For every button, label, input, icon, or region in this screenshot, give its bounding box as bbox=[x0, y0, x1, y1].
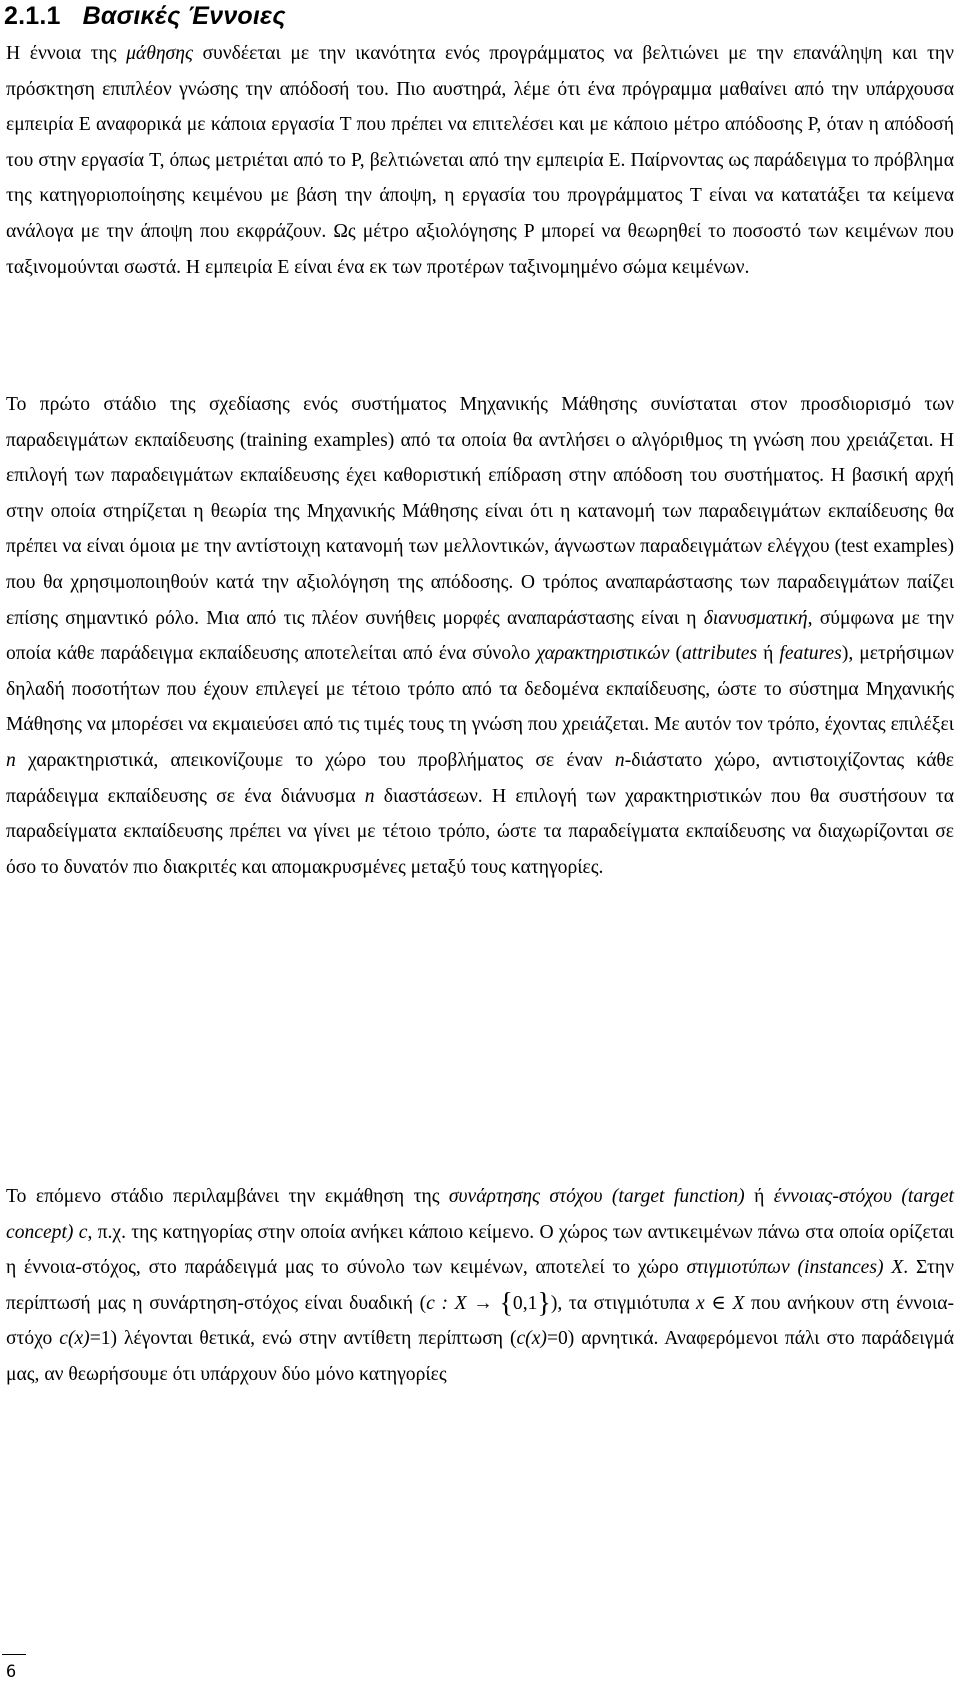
term-instances: στιγμιοτύπων (instances) X bbox=[686, 1257, 904, 1279]
text-run: -διάστατο χώρο, αντιστοιχίζοντας κάθε παράδειγμα εκπαίδευσης σε ένα διάνυσμα bbox=[6, 749, 955, 807]
term-characteristics: χαρακτηριστικών bbox=[536, 643, 670, 665]
section-title: Βασικές Έννοιες bbox=[82, 2, 286, 30]
text-run: . Στην περίπτωσή μας η συνάρτηση-στόχος είναι δυαδική ( bbox=[6, 1257, 955, 1314]
text-run: συνδέεται με την ικανότητα ενός προγράμματος να βελτιώνει με την επανάληψη και την πρόσκτηση επιπλέον γνώσης την απόδοσή του. Πιο αυστηρά, λέμε ότι ένα πρόγραμμα μαθαίνει από την υπάρχουσα εμπειρία E αναφορικά με κάποια εργασία T που πρέπει να επιτελέσει και με κάποιο μέτρο απόδοσης P, όταν η απόδοσή του στην εργασία T, όπως μετριέται από το P, βελτιώνεται από την εμπειρία E. Παίρνοντας ως παράδειγμα το πρόβλημα της κατηγοριοποίησης κειμένου με βάση την άποψη, η εργασία του προγράμματος T είναι να κατατάξει τα κείμενα ανάλογα με την άποψη που εκφράζουν. Ως μέτρο αξιολόγησης P μπορεί να θεωρηθεί το ποσοστό των κειμένων που ταξινομούνται σωστά. Η εμπειρία E είναι ένα εκ των προτέρων ταξινομημένο σώμα κειμένων. bbox=[6, 43, 954, 278]
term-target-function: συνάρτησης στόχου (target function) bbox=[448, 1186, 745, 1207]
math-n: n bbox=[614, 749, 625, 771]
math-n: n bbox=[364, 785, 375, 807]
text-run: =0) αρνητικά. Αναφερόμενοι πάλι στο παράδειγμά μας, αν θεωρήσουμε ότι υπάρχουν δύο μόνο κατηγορίες bbox=[6, 1328, 954, 1385]
text-run: χαρακτηριστικά, απεικονίζουμε το χώρο του προβλήματος σε έναν bbox=[15, 749, 615, 771]
text-run: =1) λέγονται θετικά, ενώ στην αντίθετη περίπτωση ( bbox=[89, 1328, 517, 1350]
term-vector: διανυσματική bbox=[703, 607, 808, 629]
term-attributes: attributes bbox=[681, 643, 758, 665]
paragraph-learning-definition bbox=[6, 36, 954, 285]
text-run: Το επόμενο στάδιο περιλαμβάνει την εκμάθηση της bbox=[6, 1186, 449, 1207]
text-run: που ανήκουν στη έννοια-στόχο bbox=[6, 1292, 954, 1350]
page-number: 6 bbox=[6, 1662, 17, 1682]
paragraph-training-examples bbox=[6, 387, 954, 885]
term-learning: μάθησης bbox=[126, 43, 193, 64]
math-cx: c(x) bbox=[59, 1328, 90, 1350]
text-run: , π.χ. της κατηγορίας στην οποία ανήκει κάποιο κείμενο. Ο χώρος των αντικειμένων πάνω στα οποία ορίζεται η έννοια-στόχος, στο παράδειγμά μας το σύνολο των κειμένων, αποτελεί το χώρο bbox=[6, 1221, 954, 1279]
math-instance-membership: x ∈ X bbox=[695, 1292, 745, 1314]
math-target-function bbox=[426, 1287, 551, 1319]
section-number: 2.1.1 bbox=[4, 2, 61, 30]
math-mapping: c : X → bbox=[426, 1292, 500, 1314]
math-brace-close: } bbox=[537, 1287, 551, 1319]
math-n: n bbox=[6, 749, 16, 771]
text-run: ), μετρήσιμων δηλαδή ποσοτήτων που έχουν επιλεγεί με τέτοιο τρόπο από τα δεδομένα εκπαίδευσης, ώστε το σύστημα Μηχανικής Μάθησης να μπορέσει να εκμαιεύσει από τις τιμές τους τη γνώση που χρειάζεται. Με αυτόν τον τρόπο, έχοντας επιλέξει bbox=[6, 643, 954, 736]
footer-rule bbox=[2, 1654, 26, 1655]
text-run: ή bbox=[744, 1186, 774, 1207]
term-target-concept: έννοιας-στόχου (target concept) c bbox=[6, 1186, 954, 1243]
text-run: Η έννοια της bbox=[6, 43, 127, 64]
text-run: διαστάσεων. Η επιλογή των χαρακτηριστικών που θα συστήσουν τα παραδείγματα εκπαίδευσης πρέπει να γίνει με τέτοιο τρόπο, ώστε τα παραδείγματα εκπαίδευσης να διαχωρίζονται σε όσο το δυνατόν πιο διακριτές και απομακρυσμένες μεταξύ τους κατηγορίες. bbox=[6, 785, 954, 878]
text-run: , σύμφωνα με την οποία κάθε παράδειγμα εκπαίδευσης αποτελείται από ένα σύνολο bbox=[6, 607, 955, 665]
text-run: Το πρώτο στάδιο της σχεδίασης ενός συστήματος Μηχανικής Μάθησης συνίσταται στον προσδιορισμό των παραδειγμάτων εκπαίδευσης (training examples) από τα οποία θα αντλήσει ο αλγόριθμος τη γνώση που χρειάζεται. Η επιλογή των παραδειγμάτων εκπαίδευσης έχει καθοριστική επίδραση στην απόδοση του συστήματος. Η βασική αρχή στην οποία στηρίζεται η θεωρία της Μηχανικής Μάθησης είναι ότι η κατανομή των παραδειγμάτων εκπαίδευσης θα πρέπει να είναι όμοια με την αντίστοιχη κατανομή των μελλοντικών, άγνωστων παραδειγμάτων ελέγχου (test examples) που θα χρησιμοποιηθούν κατά την αξιολόγηση της απόδοσης. Ο τρόπος αναπαράστασης των παραδειγμάτων παίζει επίσης σημαντικό ρόλο. Μια από τις πλέον συνήθεις μορφές αναπαράστασης είναι η bbox=[6, 394, 954, 629]
math-cx: c(x) bbox=[516, 1328, 547, 1350]
math-binary-set: 0,1 bbox=[512, 1292, 538, 1314]
term-features: features bbox=[779, 643, 842, 665]
text-run: ή bbox=[757, 643, 780, 665]
text-run: ), τα στιγμιότυπα bbox=[550, 1292, 696, 1314]
math-brace-open: { bbox=[499, 1287, 513, 1319]
text-run: ( bbox=[669, 643, 682, 665]
section-heading bbox=[4, 2, 286, 31]
paragraph-target-function bbox=[6, 1179, 954, 1393]
